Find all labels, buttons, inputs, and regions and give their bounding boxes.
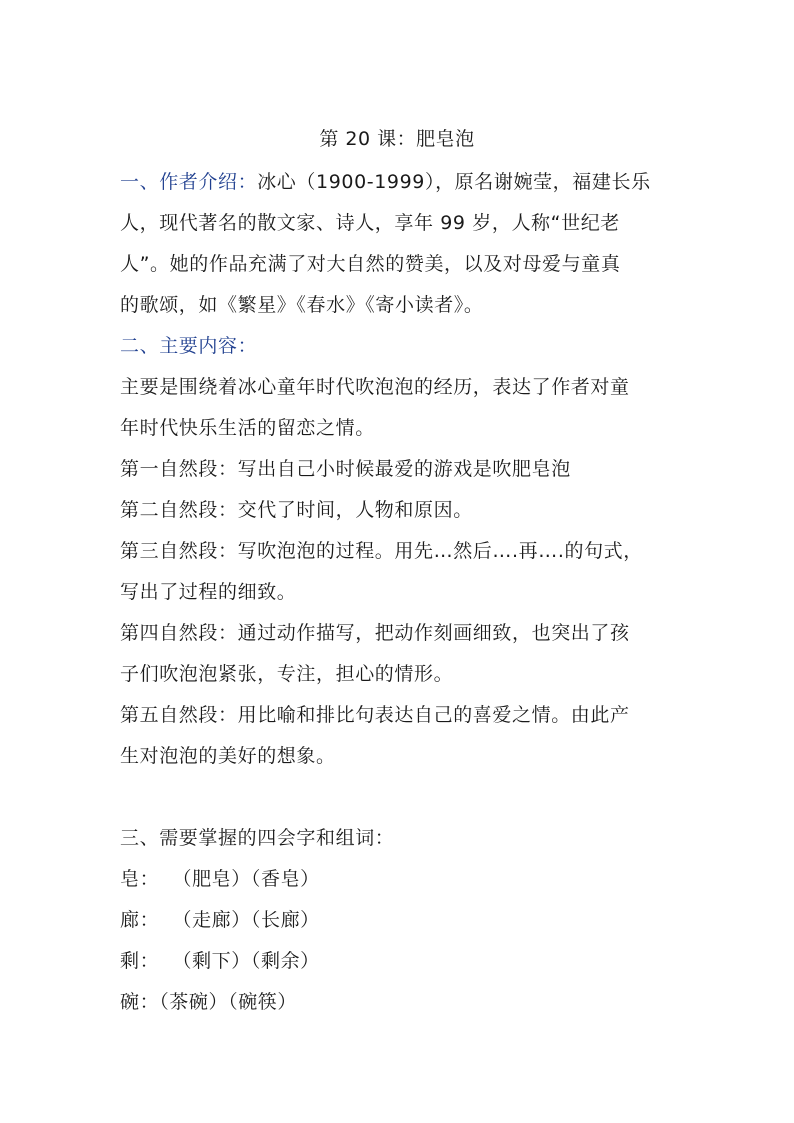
spacer bbox=[120, 777, 690, 818]
paragraph-4-line-1: 第四自然段：通过动作描写，把动作刻画细致，也突出了孩 bbox=[120, 622, 630, 644]
paragraph-2-line: 第二自然段：交代了时间，人物和原因。 bbox=[120, 499, 473, 521]
author-intro-text: 冰心（1900-1999），原名谢婉莹，福建长乐 bbox=[257, 171, 651, 193]
author-intro-line-4: 的歌颂，如《繁星》《春水》《寄小读者》。 bbox=[120, 294, 484, 316]
lesson-title: 第 20 课：肥皂泡 bbox=[319, 128, 475, 150]
vocab-item: 碗：（茶碗）（碗筷） bbox=[120, 991, 298, 1013]
paragraph-4-line-2: 子们吹泡泡紧张，专注，担心的情形。 bbox=[120, 663, 454, 685]
author-intro-line-3: 人”。她的作品充满了对大自然的赞美，以及对母爱与童真 bbox=[120, 253, 621, 275]
paragraph-5-line-2: 生对泡泡的美好的想象。 bbox=[120, 745, 336, 767]
paragraph-3-line-1: 第三自然段：写吹泡泡的过程。用先…然后….再….的句式， bbox=[120, 540, 643, 562]
vocab-item: 廊： （走廊）（长廊） bbox=[120, 909, 320, 931]
summary-line-2: 年时代快乐生活的留恋之情。 bbox=[120, 417, 375, 439]
vocab-heading: 三、需要掌握的四会字和组词： bbox=[120, 827, 395, 849]
paragraph-3-line-2: 写出了过程的细致。 bbox=[120, 581, 297, 603]
vocab-item: 剩： （剩下）（剩余） bbox=[120, 950, 320, 972]
author-intro-line-1 bbox=[120, 162, 690, 203]
author-intro-heading: 一、作者介绍： bbox=[120, 171, 258, 193]
paragraph-5-line-1: 第五自然段：用比喻和排比句表达自己的喜爱之情。由此产 bbox=[120, 704, 630, 726]
vocab-item: 皂： （肥皂）（香皂） bbox=[120, 868, 320, 890]
summary-line-1: 主要是围绕着冰心童年时代吹泡泡的经历，表达了作者对童 bbox=[120, 376, 630, 398]
author-intro-line-2: 人，现代著名的散文家、诗人，享年 99 岁，人称“世纪老 bbox=[120, 212, 620, 234]
paragraph-1-line: 第一自然段：写出自己小时候最爱的游戏是吹肥皂泡 bbox=[120, 458, 571, 480]
main-content-heading: 二、主要内容： bbox=[120, 335, 258, 357]
document-body bbox=[120, 162, 690, 1023]
